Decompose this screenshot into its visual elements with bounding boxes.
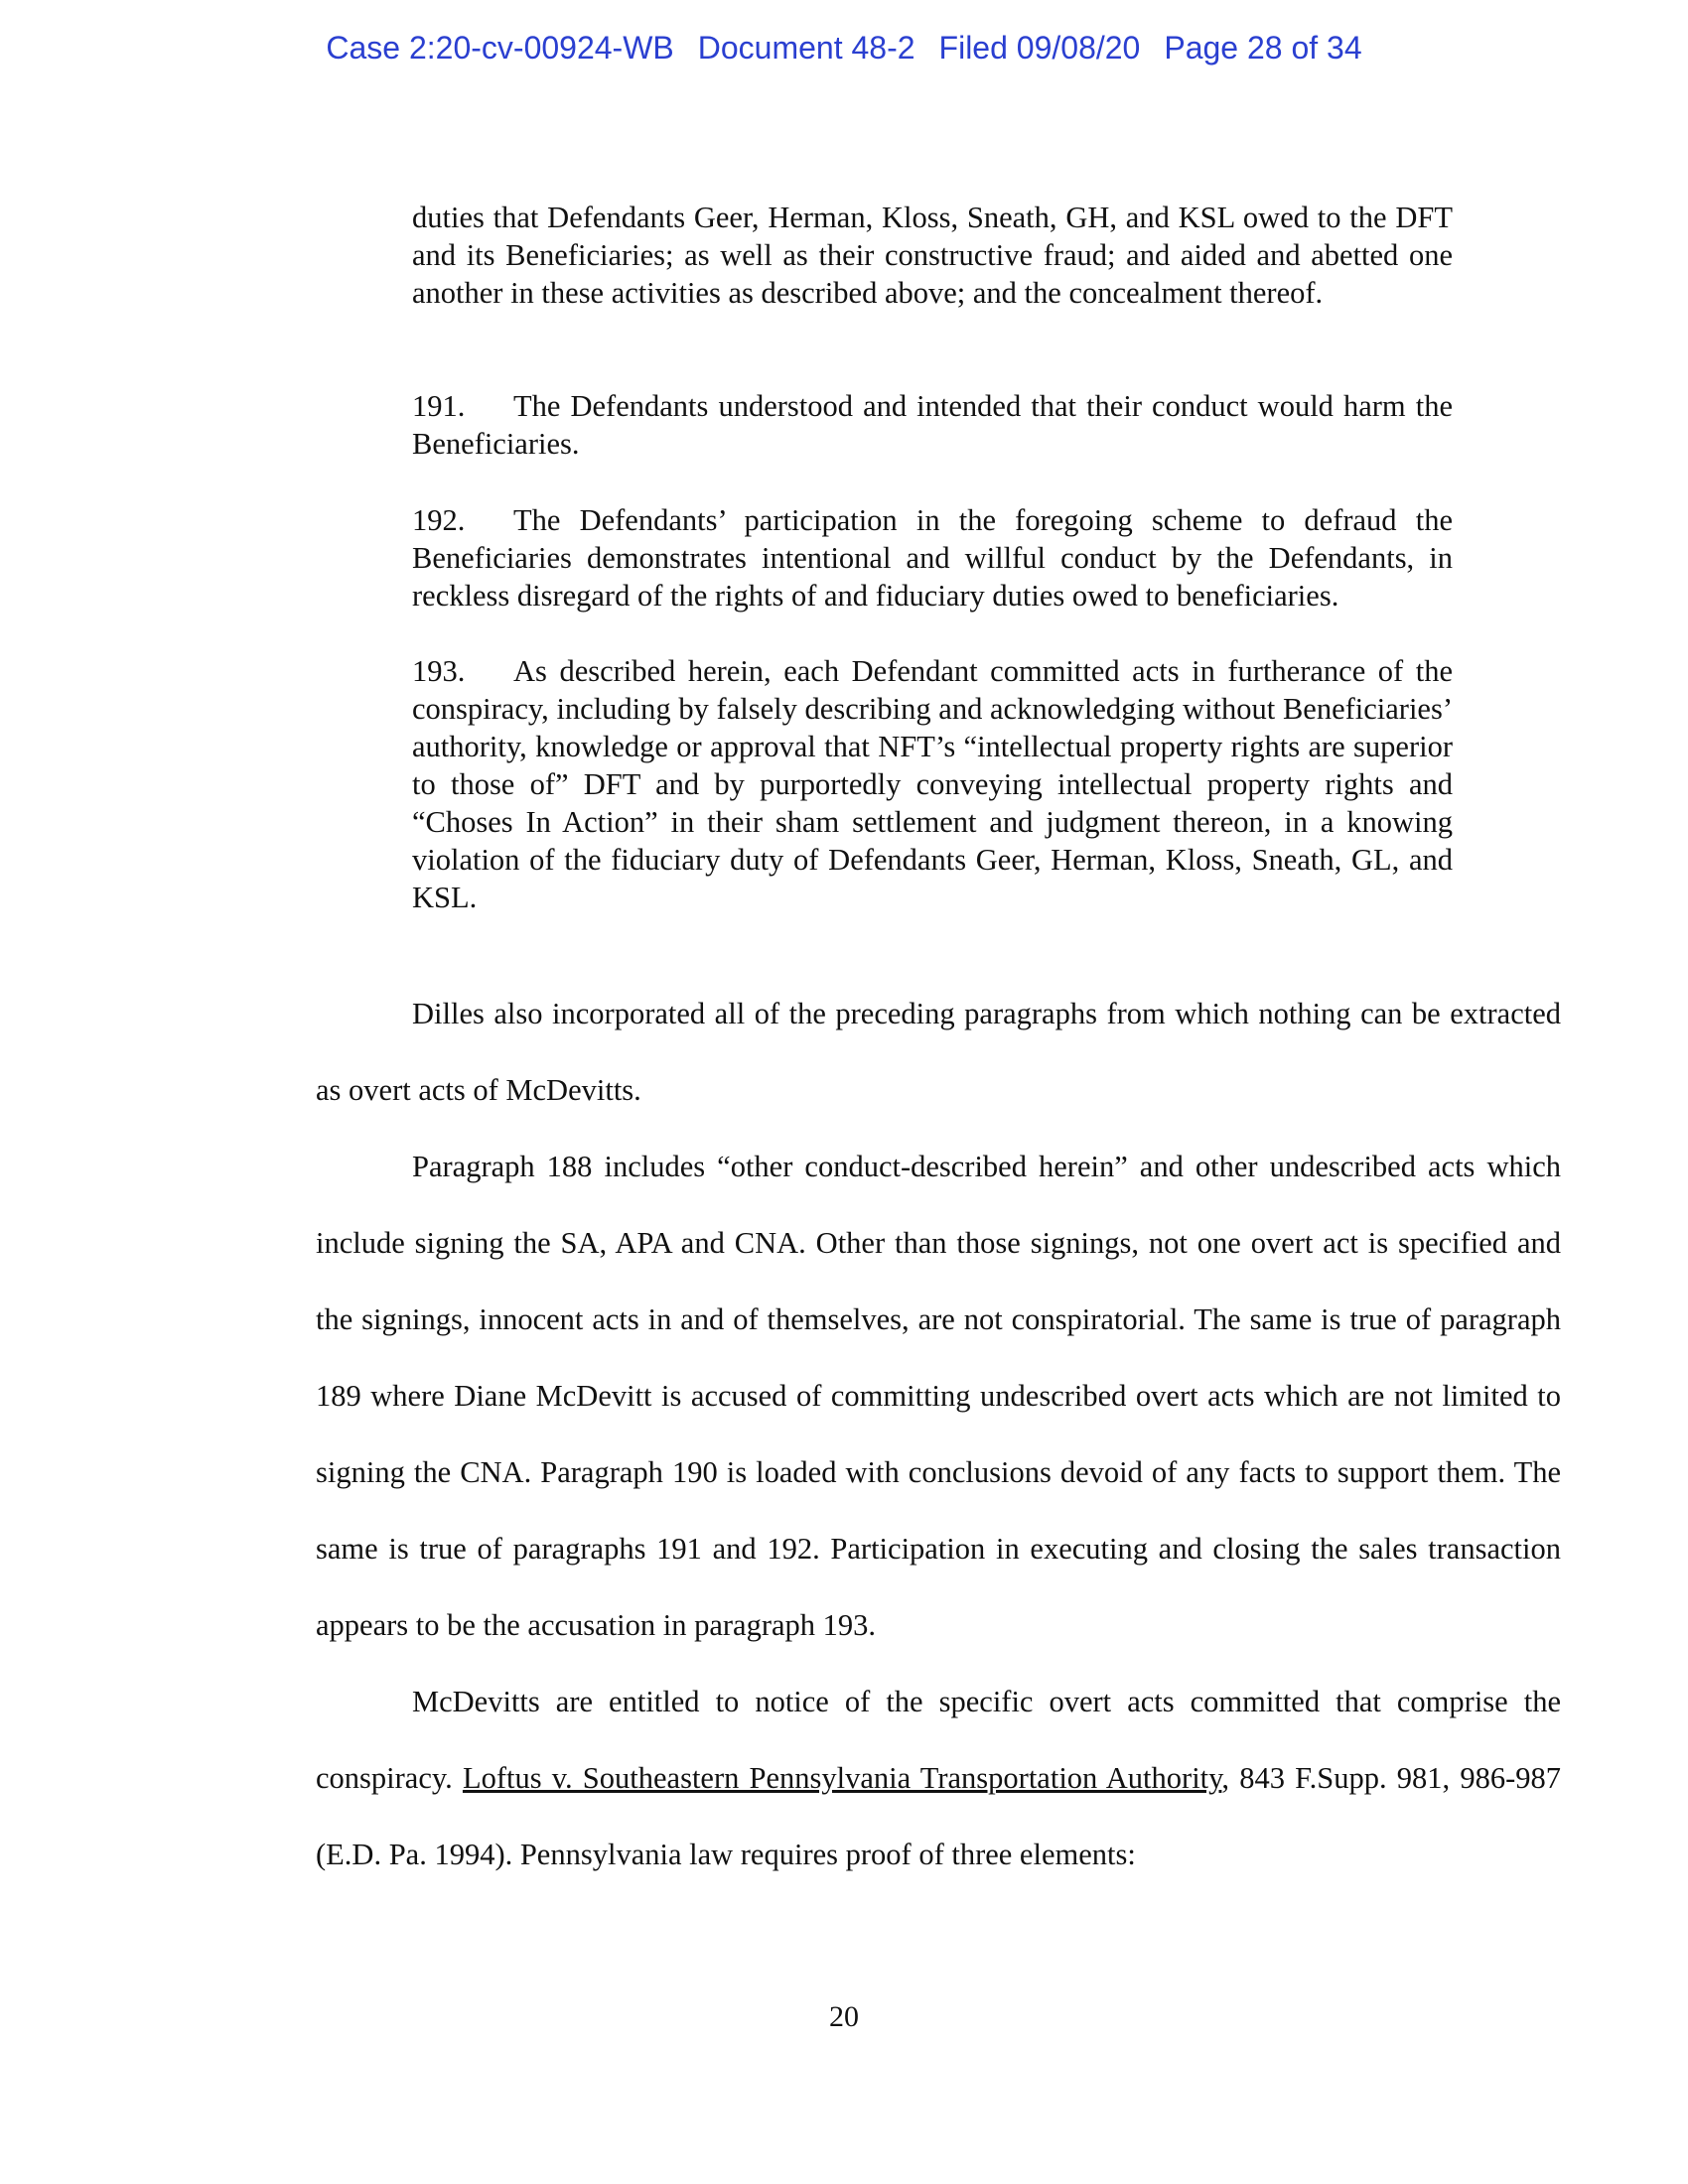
- quote-paragraph: [412, 387, 1453, 463]
- block-quote-paragraph-193: [412, 652, 1453, 916]
- body-paragraph-3-tail: , 843 F.Supp. 981, 986-987 (E.D. Pa. 1994). Pennsylvania law requires proof of three elements:: [316, 1761, 1561, 1871]
- body-paragraph-3: [316, 1664, 1561, 1893]
- quote-continuation-text: duties that Defendants Geer, Herman, Kloss, Sneath, GH, and KSL owed to the DFT and its Beneficiaries; as well as their constructive fraud; and aided and abetted one another in these activities as described above; and the concealment thereof.: [412, 201, 1453, 310]
- body-text: [316, 976, 1561, 1893]
- case-citation-name: Loftus v. Southeastern Pennsylvania Transportation Authority: [462, 1761, 1222, 1795]
- body-paragraph-1: Dilles also incorporated all of the preceding paragraphs from which nothing can be extracted as overt acts of McDevitts.: [316, 997, 1561, 1107]
- block-quote-continuation: [412, 199, 1453, 312]
- ecf-filing-header: [0, 30, 1688, 67]
- body-paragraph-3-lead: McDevitts are entitled to notice of the specific overt acts committed that comprise the conspiracy.: [316, 1685, 1561, 1795]
- quote-paragraph: [412, 501, 1453, 614]
- paragraph-number: 192.: [412, 503, 466, 537]
- paragraph-number: 191.: [412, 389, 466, 423]
- case-number: Case 2:20-cv-00924-WB: [326, 30, 674, 66]
- quote-paragraph: [412, 652, 1453, 916]
- paragraph-text: As described herein, each Defendant committed acts in furtherance of the conspiracy, including by falsely describing and acknowledging without Beneficiaries’ authority, knowledge or approval that NFT’s “intellectual property rights are superior to those of” DFT and by purportedly conveying intellectual property rights and “Choses In Action” in their sham settlement and judgment thereon, in a knowing violation of the fiduciary duty of Defendants Geer, Herman, Kloss, Sneath, GL, and KSL.: [412, 654, 1453, 914]
- body-paragraph-2: Paragraph 188 includes “other conduct-described herein” and other undescribed acts which include signing the SA, APA and CNA. Other than those signings, not one overt act is specified and the signings, innocent acts in and of themselves, are not conspiratorial. The same is true of paragraph 189 where Diane McDevitt is accused of committing undescribed overt acts which are not limited to signing the CNA. Paragraph 190 is loaded with conclusions devoid of any facts to support them. The same is true of paragraphs 191 and 192. Participation in executing and closing the sales transaction appears to be the accusation in paragraph 193.: [316, 1150, 1561, 1642]
- document-number: Document 48-2: [697, 30, 915, 66]
- paragraph-number: 193.: [412, 654, 466, 688]
- filed-date: Filed 09/08/20: [938, 30, 1141, 66]
- paragraph-text: The Defendants understood and intended that their conduct would harm the Beneficiaries.: [412, 389, 1453, 461]
- paragraph-text: The Defendants’ participation in the foregoing scheme to defraud the Beneficiaries demonstrates intentional and willful conduct by the Defendants, in reckless disregard of the rights of and fiduciary duties owed to beneficiaries.: [412, 503, 1453, 613]
- page-number: 20: [829, 2000, 859, 2033]
- page-of-total: Page 28 of 34: [1164, 30, 1362, 66]
- block-quote-paragraph-191: [412, 387, 1453, 463]
- block-quote-paragraph-192: [412, 501, 1453, 614]
